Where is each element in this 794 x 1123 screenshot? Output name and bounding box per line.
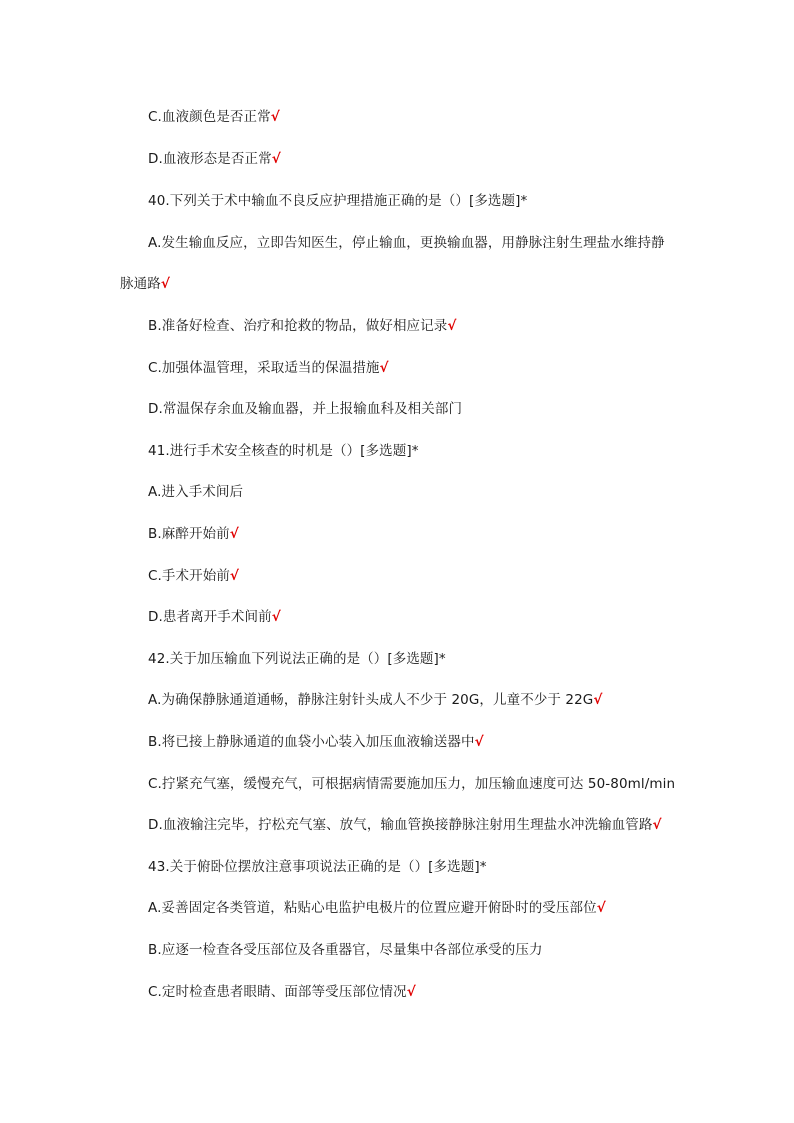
- check-mark-icon: √: [652, 817, 662, 833]
- option-line: A.进入手术间后: [148, 484, 244, 500]
- option-line: D.血液输注完毕，拧松充气塞、放气，输血管换接静脉注射用生理盐水冲洗输血管路√: [148, 817, 662, 833]
- check-mark-icon: √: [229, 526, 239, 542]
- check-mark-icon: √: [447, 318, 457, 334]
- option-line: B.将已接上静脉通道的血袋小心装入加压血液输送器中√: [148, 734, 484, 750]
- option-line: B.应逐一检查各受压部位及各重器官，尽量集中各部位承受的压力: [148, 942, 543, 958]
- option-line: D.血液形态是否正常√: [148, 151, 281, 167]
- check-mark-icon: √: [271, 151, 281, 167]
- option-line: B.准备好检查、治疗和抢救的物品，做好相应记录√: [148, 318, 457, 334]
- option-line: C.血液颜色是否正常√: [148, 109, 280, 125]
- question-line: 41.进行手术安全核查的时机是（）[多选题]*: [148, 443, 419, 459]
- option-line: A.为确保静脉通道通畅，静脉注射针头成人不少于 20G，儿童不少于 22G√: [148, 692, 603, 708]
- option-line: A.发生输血反应，立即告知医生，停止输血，更换输血器，用静脉注射生理盐水维持静: [148, 235, 665, 251]
- check-mark-icon: √: [379, 360, 389, 376]
- check-mark-icon: √: [229, 568, 240, 584]
- option-line: C.拧紧充气塞，缓慢充气，可根据病情需要施加压力，加压输血速度可达 50-80ml/min: [148, 776, 676, 792]
- option-line: C.手术开始前√: [148, 568, 240, 584]
- option-line: C.加强体温管理，采取适当的保温措施√: [148, 360, 389, 376]
- option-line: D.常温保存余血及输血器，并上报输血科及相关部门: [148, 401, 463, 417]
- check-mark-icon: √: [593, 692, 603, 708]
- option-line: C.定时检查患者眼睛、面部等受压部位情况√: [148, 984, 416, 1000]
- question-line: 40.下列关于术中输血不良反应护理措施正确的是（）[多选题]*: [148, 193, 528, 209]
- check-mark-icon: √: [474, 734, 484, 750]
- option-line: B.麻醉开始前√: [148, 526, 239, 542]
- check-mark-icon: √: [160, 276, 170, 292]
- check-mark-icon: √: [270, 109, 280, 125]
- check-mark-icon: √: [596, 900, 606, 916]
- option-line: D.患者离开手术间前√: [148, 609, 281, 625]
- check-mark-icon: √: [271, 609, 281, 625]
- question-line: 42.关于加压输血下列说法正确的是（）[多选题]*: [148, 651, 446, 667]
- question-line: 43.关于俯卧位摆放注意事项说法正确的是（）[多选题]*: [148, 859, 487, 875]
- option-line-continuation: 脉通路√: [120, 276, 170, 292]
- check-mark-icon: √: [406, 984, 416, 1000]
- option-line: A.妥善固定各类管道，粘贴心电监护电极片的位置应避开俯卧时的受压部位√: [148, 900, 606, 916]
